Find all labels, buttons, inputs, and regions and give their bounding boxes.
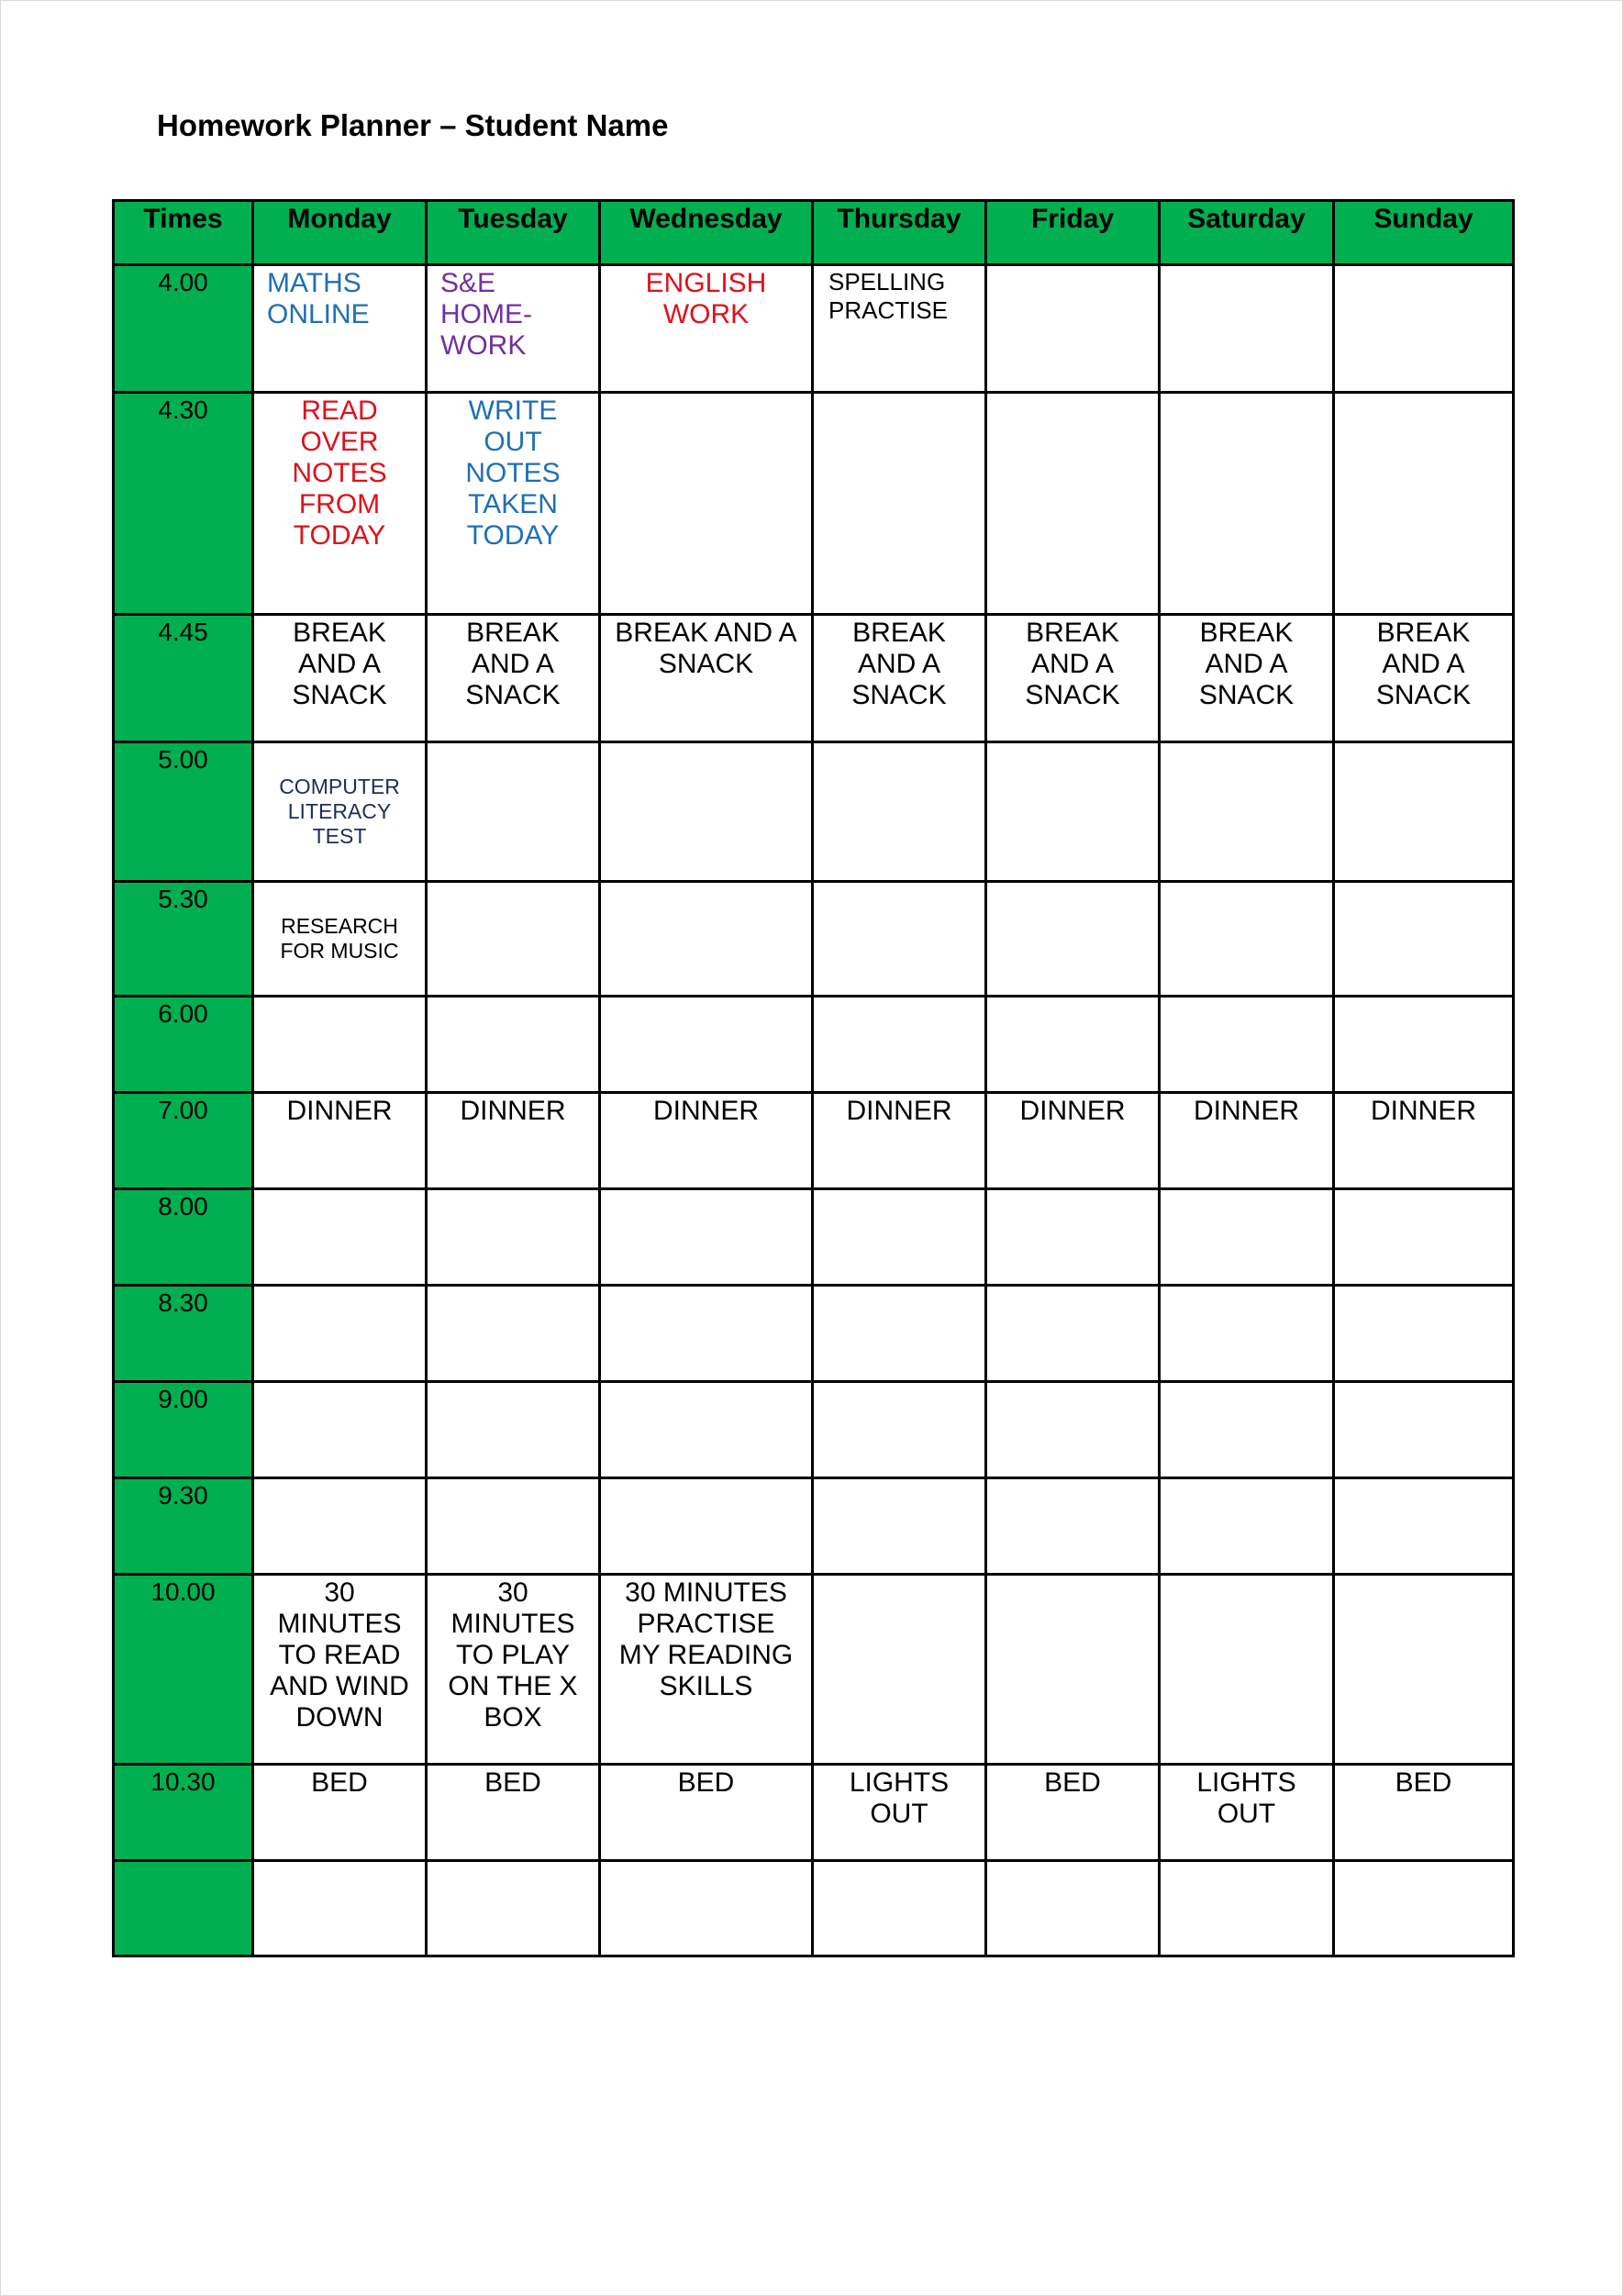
table-cell	[1334, 1189, 1514, 1286]
table-cell: DINNER	[813, 1093, 986, 1189]
table-cell: RESEARCH FOR MUSIC	[253, 882, 427, 997]
table-cell	[1334, 1478, 1514, 1575]
table-row	[114, 1382, 1514, 1478]
table-cell	[986, 1189, 1160, 1286]
table-cell: DINNER	[1334, 1093, 1514, 1189]
table-cell: BED	[253, 1765, 427, 1861]
table-cell: ENGLISH WORK	[600, 265, 813, 393]
table-row	[114, 1861, 1514, 1956]
table-cell	[1334, 1861, 1514, 1956]
table-cell	[253, 1286, 427, 1382]
table-cell	[813, 882, 986, 997]
table-cell: BREAK AND A SNACK	[813, 615, 986, 742]
table-cell	[1334, 1575, 1514, 1765]
table-cell: 30 MINUTES PRACTISE MY READING SKILLS	[600, 1575, 813, 1765]
table-cell	[986, 882, 1160, 997]
table-cell	[600, 742, 813, 882]
table-cell	[813, 393, 986, 615]
table-cell	[600, 1286, 813, 1382]
header-monday: Monday	[253, 201, 427, 265]
table-cell	[600, 1189, 813, 1286]
time-cell: 4.45	[114, 615, 253, 742]
table-cell	[1160, 742, 1334, 882]
table-cell	[253, 1189, 427, 1286]
homework-planner-table	[112, 199, 1515, 1957]
table-cell: DINNER	[253, 1093, 427, 1189]
table-cell: DINNER	[1160, 1093, 1334, 1189]
table-cell	[986, 742, 1160, 882]
table-cell	[1160, 997, 1334, 1093]
table-cell	[427, 882, 600, 997]
table-cell	[427, 1382, 600, 1478]
table-cell	[1160, 1575, 1334, 1765]
table-cell	[813, 997, 986, 1093]
table-cell	[253, 997, 427, 1093]
time-cell: 6.00	[114, 997, 253, 1093]
table-cell	[1160, 1189, 1334, 1286]
time-cell: 5.00	[114, 742, 253, 882]
table-cell: SPELLING PRACTISE	[813, 265, 986, 393]
header-thursday: Thursday	[813, 201, 986, 265]
table-cell	[1334, 997, 1514, 1093]
table-row	[114, 1286, 1514, 1382]
table-cell	[427, 742, 600, 882]
table-cell	[813, 1861, 986, 1956]
table-cell	[813, 1478, 986, 1575]
time-cell: 9.30	[114, 1478, 253, 1575]
table-cell: DINNER	[986, 1093, 1160, 1189]
table-cell: DINNER	[600, 1093, 813, 1189]
header-times: Times	[114, 201, 253, 265]
table-cell	[427, 1861, 600, 1956]
table-cell	[1160, 1478, 1334, 1575]
table-cell	[600, 393, 813, 615]
header-wednesday: Wednesday	[600, 201, 813, 265]
table-cell: BREAK AND A SNACK	[1334, 615, 1514, 742]
table-row	[114, 997, 1514, 1093]
table-cell	[986, 1575, 1160, 1765]
table-cell	[253, 1861, 427, 1956]
table-cell: DINNER	[427, 1093, 600, 1189]
header-tuesday: Tuesday	[427, 201, 600, 265]
table-cell: LIGHTS OUT	[813, 1765, 986, 1861]
table-cell: 30 MINUTES TO READ AND WIND DOWN	[253, 1575, 427, 1765]
table-cell	[600, 1861, 813, 1956]
table-cell	[600, 1478, 813, 1575]
table-cell	[253, 1382, 427, 1478]
time-cell: 8.30	[114, 1286, 253, 1382]
table-cell	[427, 997, 600, 1093]
table-cell	[986, 1382, 1160, 1478]
table-row	[114, 1189, 1514, 1286]
table-cell: BED	[1334, 1765, 1514, 1861]
table-cell: READ OVER NOTES FROM TODAY	[253, 393, 427, 615]
time-cell	[114, 1861, 253, 1956]
table-cell	[1334, 265, 1514, 393]
table-cell	[813, 1382, 986, 1478]
table-cell: WRITE OUT NOTES TAKEN TODAY	[427, 393, 600, 615]
table-row	[114, 1765, 1514, 1861]
table-cell	[1160, 882, 1334, 997]
table-cell	[986, 265, 1160, 393]
table-row	[114, 1093, 1514, 1189]
table-cell: BREAK AND A SNACK	[1160, 615, 1334, 742]
table-row	[114, 1575, 1514, 1765]
table-cell	[986, 997, 1160, 1093]
table-cell: 30 MINUTES TO PLAY ON THE X BOX	[427, 1575, 600, 1765]
table-cell: BED	[427, 1765, 600, 1861]
table-cell	[986, 393, 1160, 615]
table-cell	[427, 1286, 600, 1382]
table-cell: BREAK AND A SNACK	[600, 615, 813, 742]
time-cell: 4.30	[114, 393, 253, 615]
time-cell: 4.00	[114, 265, 253, 393]
table-cell: MATHS ONLINE	[253, 265, 427, 393]
header-friday: Friday	[986, 201, 1160, 265]
table-cell: LIGHTS OUT	[1160, 1765, 1334, 1861]
table-cell	[1160, 1861, 1334, 1956]
table-cell: BREAK AND A SNACK	[427, 615, 600, 742]
header-saturday: Saturday	[1160, 201, 1334, 265]
table-cell	[813, 1575, 986, 1765]
table-cell	[813, 742, 986, 882]
table-row	[114, 615, 1514, 742]
table-cell	[600, 997, 813, 1093]
table-cell: BREAK AND A SNACK	[986, 615, 1160, 742]
page-title: Homework Planner – Student Name	[157, 108, 669, 142]
table-cell	[1334, 393, 1514, 615]
table-cell	[1334, 882, 1514, 997]
time-cell: 10.00	[114, 1575, 253, 1765]
table-cell	[986, 1286, 1160, 1382]
table-cell	[1160, 1286, 1334, 1382]
table-cell	[427, 1189, 600, 1286]
table-row	[114, 1478, 1514, 1575]
time-cell: 5.30	[114, 882, 253, 997]
table-cell	[986, 1861, 1160, 1956]
table-cell	[427, 1478, 600, 1575]
table-cell	[600, 1382, 813, 1478]
table-cell	[1160, 1382, 1334, 1478]
table-cell	[1334, 1382, 1514, 1478]
time-cell: 10.30	[114, 1765, 253, 1861]
time-cell: 9.00	[114, 1382, 253, 1478]
table-cell: S&E HOME-WORK	[427, 265, 600, 393]
table-cell	[1160, 393, 1334, 615]
time-cell: 8.00	[114, 1189, 253, 1286]
header-row	[114, 201, 1514, 265]
table-row	[114, 882, 1514, 997]
table-row	[114, 742, 1514, 882]
table-row	[114, 265, 1514, 393]
table-cell	[1160, 265, 1334, 393]
table-cell	[600, 882, 813, 997]
table-cell: BREAK AND A SNACK	[253, 615, 427, 742]
table-cell: COMPUTER LITERACY TEST	[253, 742, 427, 882]
table-cell	[986, 1478, 1160, 1575]
table-cell	[1334, 742, 1514, 882]
table-cell	[1334, 1286, 1514, 1382]
table-cell: BED	[986, 1765, 1160, 1861]
time-cell: 7.00	[114, 1093, 253, 1189]
table-row	[114, 393, 1514, 615]
table-cell	[253, 1478, 427, 1575]
header-sunday: Sunday	[1334, 201, 1514, 265]
table-cell	[813, 1286, 986, 1382]
table-cell: BED	[600, 1765, 813, 1861]
table-cell	[813, 1189, 986, 1286]
